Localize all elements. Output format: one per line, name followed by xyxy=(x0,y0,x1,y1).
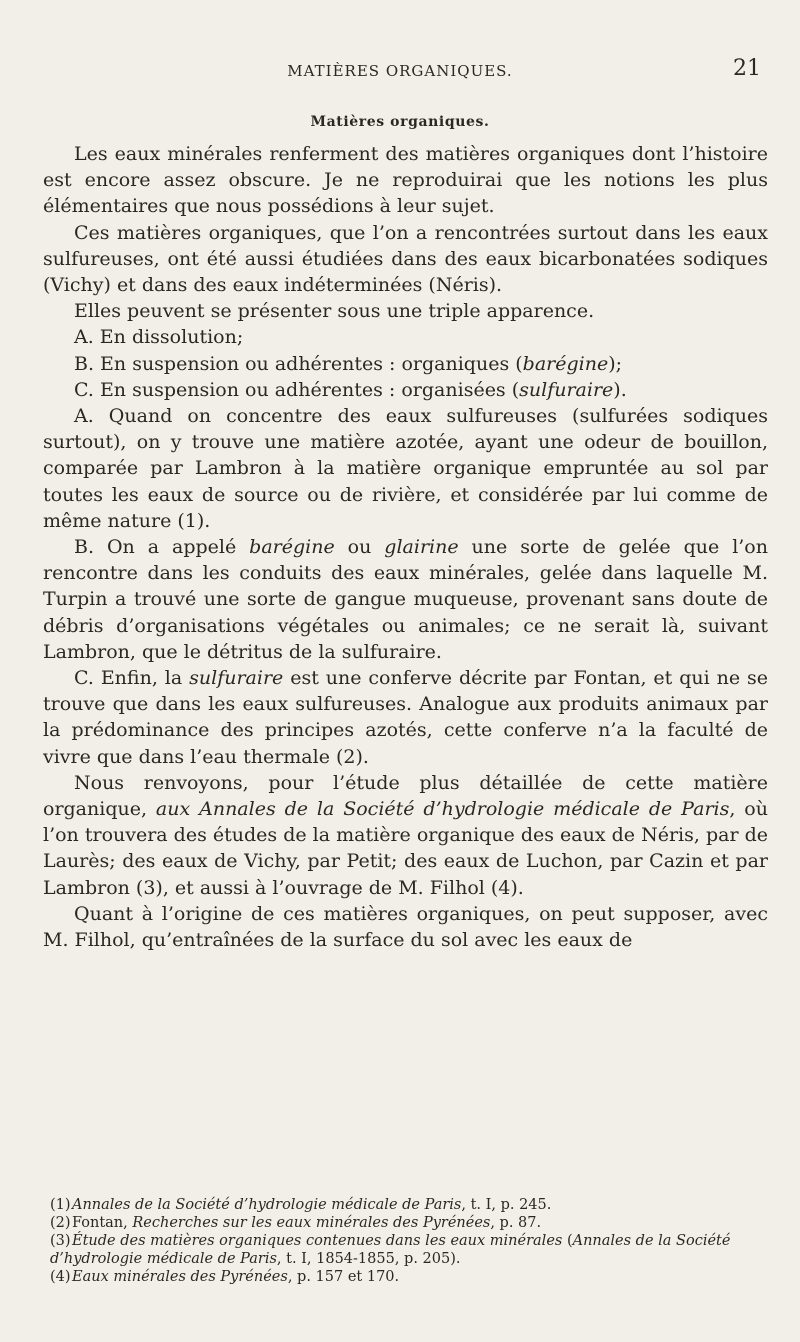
list-item-c-suffix: ). xyxy=(613,378,627,401)
footnotes xyxy=(50,1196,768,1286)
paragraph-c-term: sulfuraire xyxy=(189,667,284,690)
footnote-2-rest: , p. 87. xyxy=(490,1215,542,1231)
list-item-a: A. En dissolution; xyxy=(74,326,244,349)
list-item-c xyxy=(43,377,768,403)
list-item-b xyxy=(43,351,768,377)
paragraph-appearance: Elles peuvent se présenter sous une triple apparence. xyxy=(74,300,595,323)
list-item-b-term: barégine xyxy=(522,352,609,375)
footnote-4-title: Eaux minérales des Pyrénées xyxy=(72,1269,288,1285)
list-item-b-suffix: ); xyxy=(608,352,623,375)
paragraph-references-part-1: Nous renvoyons, pour l’étude plus détaillée de cette matière organique, xyxy=(43,771,768,821)
paragraph-intro: Les eaux minérales renferment des matières organiques dont l’histoire est encore assez obscure. Je ne reproduirai que les notions les plus élémentaires que nous possédions à leur sujet. xyxy=(43,143,768,218)
footnote-1-title: Annales de la Société d’hydrologie médicale de Paris xyxy=(72,1197,462,1213)
paragraph-c-sulfuraire xyxy=(43,665,768,770)
footnote-3 xyxy=(50,1232,768,1268)
footnote-4 xyxy=(50,1268,768,1286)
paragraph-b-part-2: ou xyxy=(334,536,385,559)
footnote-3-mid: ( xyxy=(562,1233,573,1249)
footnote-1-rest: , t. I, p. 245. xyxy=(461,1197,552,1213)
footnote-3-rest: , t. I, 1854-1855, p. 205). xyxy=(276,1251,461,1267)
footnote-1-mark: (1) xyxy=(50,1197,71,1213)
footnote-2-author: Fontan, xyxy=(72,1215,133,1231)
list-item-c-prefix: C. En suspension ou adhérentes : organisées ( xyxy=(74,378,520,401)
paragraph-b-part-1: B. On a appelé xyxy=(74,536,250,559)
page-number: 21 xyxy=(733,56,761,81)
footnote-1 xyxy=(50,1196,768,1214)
paragraph-occurrence: Ces matières organiques, que l’on a rencontrées surtout dans les eaux sulfureuses, ont été aussi étudiées dans des eaux bicarbonatées sodiques (Vichy) et dans des eaux indéterminées (Néris). xyxy=(43,221,768,297)
paragraph-c-part-2: est une conferve décrite par Fontan, et qui ne se trouve que dans les eaux sulfureuses. Analogue aux produits animaux par la prédominance des principes azotés, cette conferve n’a la faculté de vivre que dans l’eau thermale (2). xyxy=(43,667,769,768)
body-text xyxy=(43,141,768,953)
footnote-4-mark: (4) xyxy=(50,1269,71,1285)
list-item-c-term: sulfuraire xyxy=(519,378,614,401)
paragraph-b-term-2: glairine xyxy=(384,536,459,559)
paragraph-a-dissolution: A. Quand on concentre des eaux sulfureuses (sulfurées sodiques surtout), on y trouve une matière azotée, ayant une odeur de bouillon, comparée par Lambron à la matière organique empruntée au sol par toutes les eaux de source ou de rivière, et considérée par lui comme de même nature (1). xyxy=(43,405,768,532)
footnote-3-mark: (3) xyxy=(50,1233,71,1249)
footnote-2-title: Recherches sur les eaux minérales des Pyrénées xyxy=(132,1215,491,1231)
section-title: Matières organiques. xyxy=(310,114,490,130)
paragraph-b-term-1: barégine xyxy=(249,536,335,559)
paragraph-references-title: aux Annales de la Société d’hydrologie médicale de Paris xyxy=(155,798,730,821)
footnote-3-title: Étude des matières organiques contenues dans les eaux minérales xyxy=(72,1233,563,1249)
paragraph-references xyxy=(43,770,768,901)
footnote-4-rest: , p. 157 et 170. xyxy=(287,1269,400,1285)
list-item-b-prefix: B. En suspension ou adhérentes : organiques ( xyxy=(74,352,523,375)
paragraph-origin: Quant à l’origine de ces matières organiques, on peut supposer, avec M. Filhol, qu’entraînées de la surface du sol avec les eaux de xyxy=(43,902,768,952)
paragraph-b-part-3: une sorte de gelée que l’on rencontre dans les conduits des eaux minérales, gelée dans laquelle M. Turpin a trouvé une sorte de gangue muqueuse, provenant sans doute de débris d’organisations végétales ou animales; ce ne serait là, suivant Lambron, que le détritus de la sulfuraire. xyxy=(43,536,768,663)
paragraph-references-part-2: , où l’on trouvera des études de la matière organique des eaux de Néris, par de Laurès; des eaux de Vichy, par Petit; des eaux de Luchon, par Cazin et par Lambron (3), et aussi à l’ouvrage de M. Filhol (4). xyxy=(43,798,768,899)
footnote-2-mark: (2) xyxy=(50,1215,71,1231)
footnote-3-journal: Annales de la Société d’hydrologie médicale de Paris xyxy=(50,1233,731,1267)
footnote-2 xyxy=(50,1214,768,1232)
running-head: MATIÈRES ORGANIQUES. xyxy=(287,62,513,80)
paragraph-b-baregine xyxy=(43,534,768,665)
paragraph-c-part-1: C. Enfin, la xyxy=(74,667,190,690)
